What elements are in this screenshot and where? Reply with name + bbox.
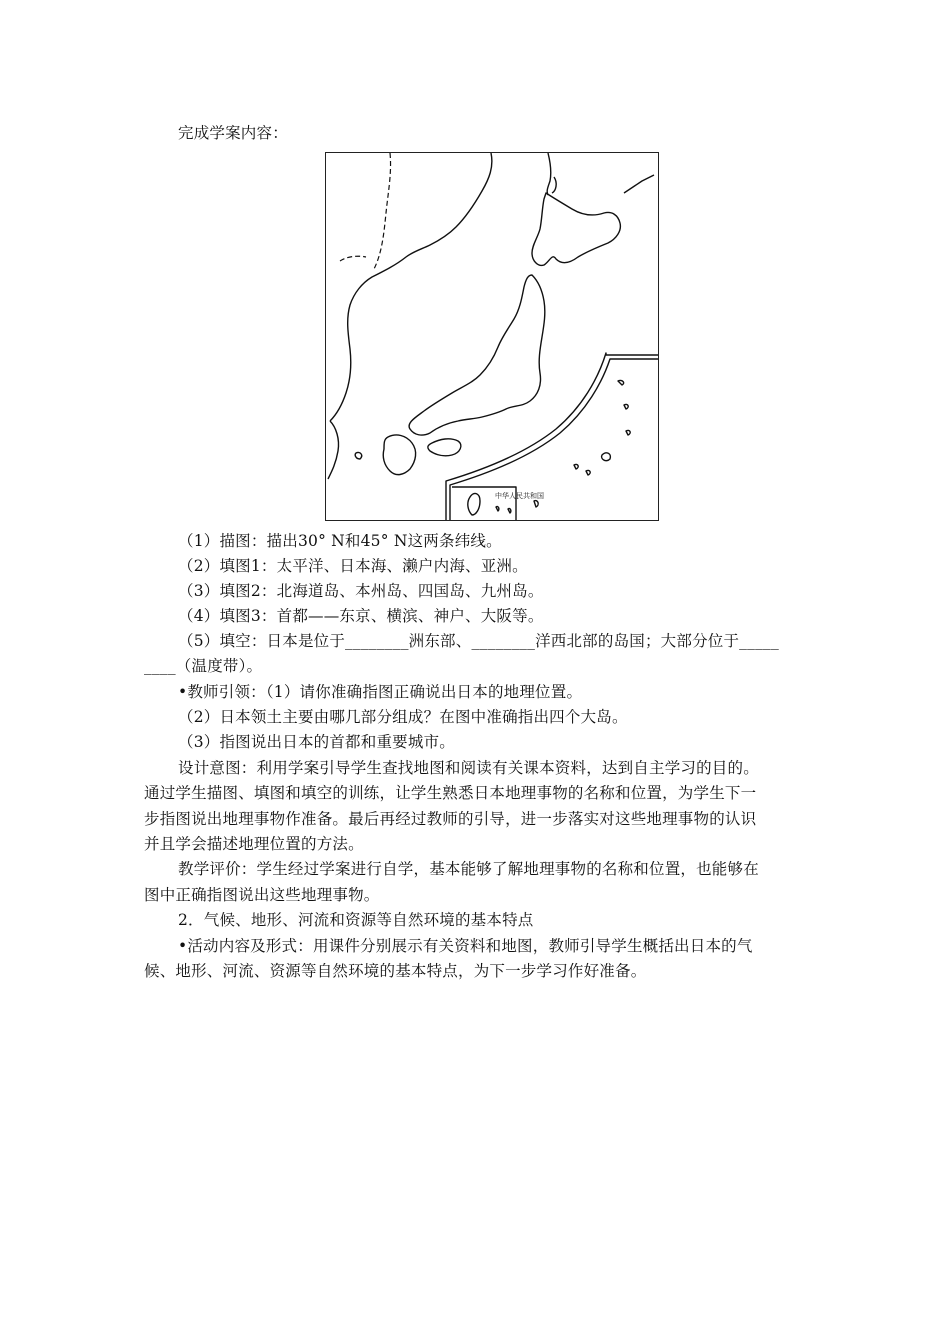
teacher-line: （2）日本领土主要由哪几部分组成？在图中准确指出四个大岛。 [178,708,628,726]
design-line: 步指图说出地理事物作准备。最后再经过教师的引导，进一步落实对这些地理事物的认识 [144,810,757,828]
task-line: ____（温度带）。 [144,657,263,675]
design-line: 通过学生描图、填图和填空的训练，让学生熟悉日本地理事物的名称和位置，为学生下一 [144,784,757,802]
section-body-line: 候、地形、河流、资源等自然环境的基本特点，为下一步学习作好准备。 [144,962,647,980]
section-heading: 2．气候、地形、河流和资源等自然环境的基本特点 [178,911,534,929]
map-label-prc: 中华人民共和国 [495,492,544,500]
evaluation-line: 图中正确指图说出这些地理事物。 [144,886,380,904]
intro-text: 完成学案内容： [178,124,288,142]
evaluation-line: 教学评价：学生经过学案进行自学，基本能够了解地理事物的名称和位置，也能够在 [178,860,759,878]
japan-map-figure [325,152,659,521]
design-line: 设计意图：利用学案引导学生查找地图和阅读有关课本资料，达到自主学习的目的。 [178,759,759,777]
japan-outline-map-icon [326,153,658,520]
task-line: （3）填图2：北海道岛、本州岛、四国岛、九州岛。 [178,582,544,600]
task-line: （4）填图3：首都——东京、横滨、神户、大阪等。 [178,607,544,625]
teacher-line: （3）指图说出日本的首都和重要城市。 [178,733,455,751]
task-line: （5）填空：日本是位于________洲东部、________洋西北部的岛国；大部分位于_____ [178,632,779,650]
teacher-line: •教师引领：（1）请你准确指图正确说出日本的地理位置。 [178,683,583,701]
section-body-line: •活动内容及形式：用课件分别展示有关资料和地图，教师引导学生概括出日本的气 [178,937,753,955]
design-line: 并且学会描述地理位置的方法。 [144,835,364,853]
task-line: （2）填图1：太平洋、日本海、濑户内海、亚洲。 [178,557,528,575]
task-line: （1）描图：描出30° N和45° N这两条纬线。 [178,532,502,550]
